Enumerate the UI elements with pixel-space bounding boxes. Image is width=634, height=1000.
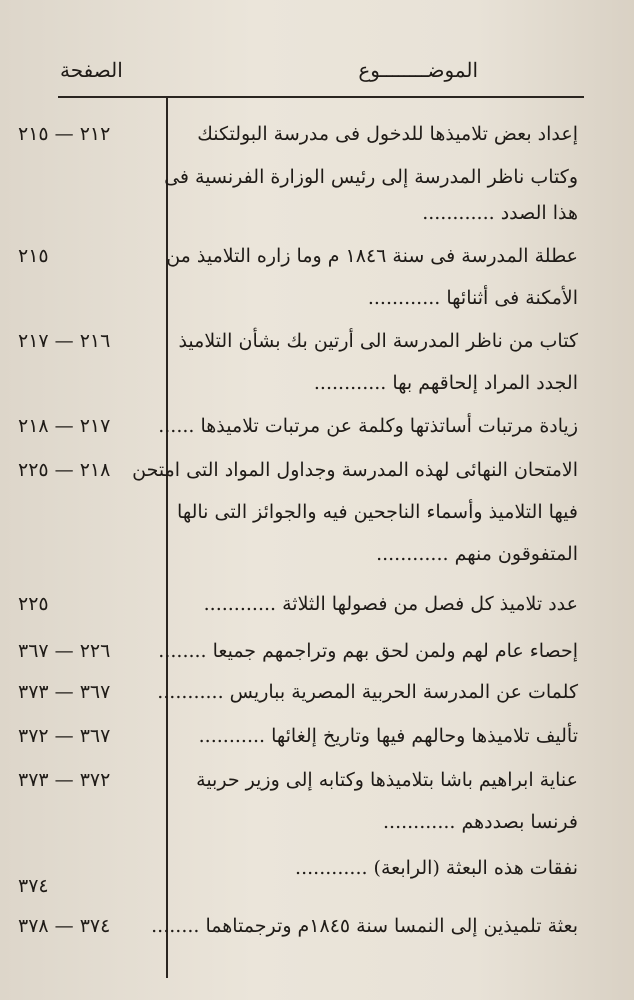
page-range: ٣٧٢ — ٣٧٣ xyxy=(18,769,111,791)
entry-line: هذا الصدد ............ xyxy=(422,202,578,224)
page-range: ٣٧٤ — ٣٧٨ xyxy=(18,915,111,937)
entry-line: نفقات هذه البعثة (الرابعة) ............ xyxy=(295,857,578,879)
entry-line: إعداد بعض تلاميذها للدخول فى مدرسة البولتكنك xyxy=(197,123,578,145)
entry-line: فيها التلاميذ وأسماء الناجحين فيه والجوائز التى نالها xyxy=(177,501,578,523)
page-range: ٢١٧ — ٢١٨ xyxy=(18,415,111,437)
entry-line: عناية ابراهيم باشا بتلاميذها وكتابه إلى وزير حربية xyxy=(196,769,578,791)
entry-line: كلمات عن المدرسة الحربية المصرية بباريس ........... xyxy=(157,681,578,703)
page-range: ٣٦٧ — ٣٧٢ xyxy=(18,725,111,747)
header-rule xyxy=(58,96,584,98)
page-range: ٣٦٧ — ٣٧٣ xyxy=(18,681,111,703)
entry-line: تأليف تلاميذها وحالهم فيها وتاريخ إلغائها ........... xyxy=(198,725,578,747)
entry-line: الأمكنة فى أثنائها ............ xyxy=(367,287,578,309)
column-header-topic: الموضــــــــوع xyxy=(358,58,478,82)
entry-line: المتفوقون منهم ............ xyxy=(376,543,578,565)
entry-line: إحصاء عام لهم ولمن لحق بهم وتراجمهم جميعا ........ xyxy=(158,640,578,662)
page-range: ٢٢٥ xyxy=(18,593,49,615)
page-range: ٢١٨ — ٢٢٥ xyxy=(18,459,111,481)
entry-line: فرنسا بصددهم ............ xyxy=(382,811,578,833)
page-range: ٢١٢ — ٢١٥ xyxy=(18,123,111,145)
page-range: ٢٢٦ — ٣٦٧ xyxy=(18,640,111,662)
entry-line: الجدد المراد إلحاقهم بها ............ xyxy=(313,372,578,394)
entry-line: وكتاب ناظر المدرسة إلى رئيس الوزارة الفرنسية فى xyxy=(164,166,578,188)
entry-line: عطلة المدرسة فى سنة ١٨٤٦ م وما زاره التلاميذ من xyxy=(166,245,578,267)
page-range: ٣٧٤ xyxy=(18,875,49,897)
entry-line: عدد تلاميذ كل فصل من فصولها الثلاثة ............ xyxy=(203,593,578,615)
page-range: ٢١٥ xyxy=(18,245,49,267)
column-header-page: الصفحة xyxy=(60,58,123,82)
entry-line: بعثة تلميذين إلى النمسا سنة ١٨٤٥م وترجمتاهما ........ xyxy=(151,915,578,937)
table-header xyxy=(40,58,600,92)
column-divider xyxy=(166,98,168,978)
entry-line: الامتحان النهائى لهذه المدرسة وجداول المواد التى امتحن xyxy=(132,459,578,481)
entry-line: زيادة مرتبات أساتذتها وكلمة عن مرتبات تلاميذها ...... xyxy=(158,415,578,437)
entry-line: كتاب من ناظر المدرسة الى أرتين بك بشأن التلاميذ xyxy=(178,330,578,352)
page-range: ٢١٦ — ٢١٧ xyxy=(18,330,111,352)
